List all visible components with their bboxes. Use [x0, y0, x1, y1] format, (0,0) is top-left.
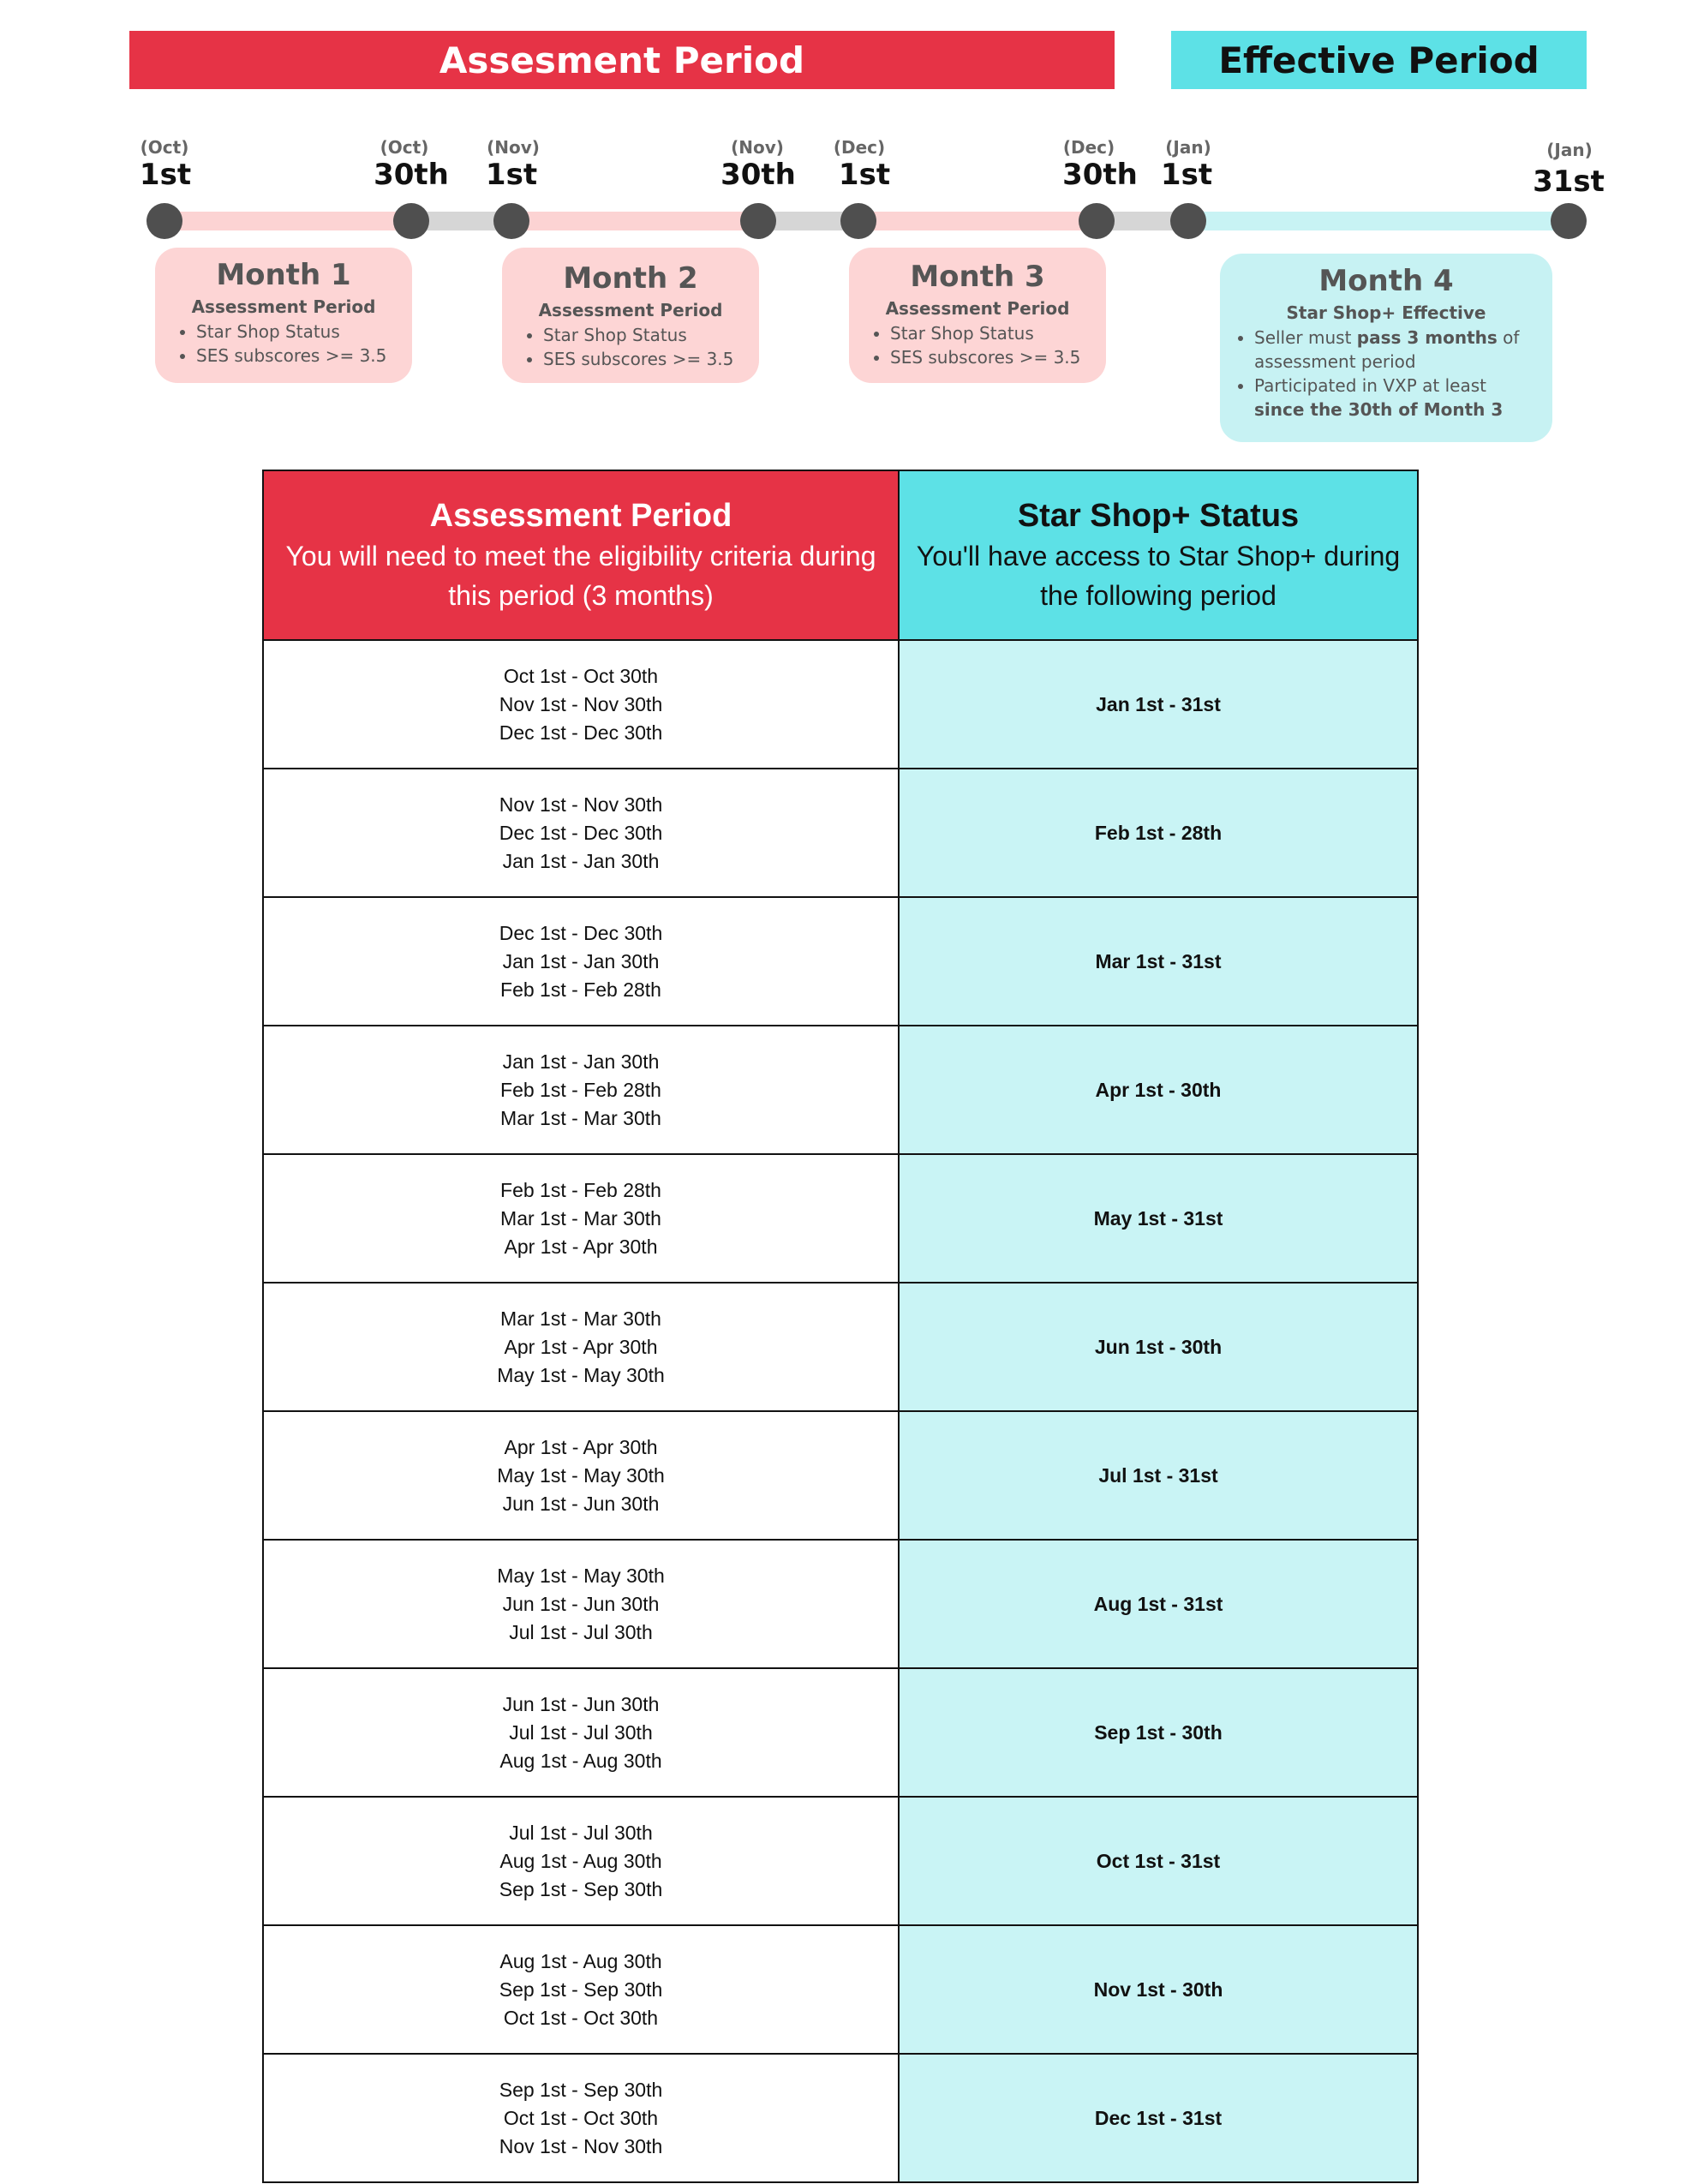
month-card-subtitle: Star Shop+ Effective: [1286, 302, 1486, 323]
header-title: Star Shop+ Status: [1017, 498, 1300, 534]
header-description: You will need to meet the eligibility criteria during this period (3 months): [285, 541, 876, 611]
timeline-day-label: 30th: [1062, 158, 1138, 192]
assessment-period-cell: Feb 1st - Feb 28th Mar 1st - Mar 30th Apr 1st - Apr 30th: [263, 1154, 899, 1283]
table-row: [263, 1668, 1418, 1797]
month-card-subtitle: Assessment Period: [191, 296, 376, 317]
timeline-dot: [1551, 203, 1587, 239]
star-shop-status-cell: Mar 1st - 31st: [899, 897, 1418, 1026]
criteria-item: • Star Shop Status: [196, 320, 397, 344]
month-card-title: Month 2: [563, 261, 698, 296]
star-shop-status-header: [899, 470, 1418, 640]
month-card-title: Month 3: [910, 260, 1045, 294]
month-4-card: [1220, 254, 1552, 442]
criteria-item: • Participated in VXP at least since the 30th of Month 3: [1254, 374, 1537, 422]
table-row: [263, 1540, 1418, 1668]
month-card-title: Month 4: [1318, 264, 1454, 298]
star-shop-status-cell: Apr 1st - 30th: [899, 1026, 1418, 1154]
star-shop-status-cell: Nov 1st - 30th: [899, 1925, 1418, 2054]
assessment-period-cell: Jul 1st - Jul 30th Aug 1st - Aug 30th Sep 1st - Sep 30th: [263, 1797, 899, 1925]
timeline-month-label: (Dec): [1062, 137, 1115, 158]
timeline-day-label: 31st: [1533, 165, 1605, 199]
assessment-period-cell: Sep 1st - Sep 30th Oct 1st - Oct 30th Nov 1st - Nov 30th: [263, 2054, 899, 2182]
month-card-title: Month 1: [216, 258, 351, 292]
header-description: You'll have access to Star Shop+ during the following period: [916, 541, 1401, 611]
assessment-period-cell: Nov 1st - Nov 30th Dec 1st - Dec 30th Jan 1st - Jan 30th: [263, 769, 899, 897]
assessment-period-header: [263, 470, 899, 640]
table-row: [263, 1797, 1418, 1925]
star-shop-status-cell: Dec 1st - 31st: [899, 2054, 1418, 2182]
month-card-criteria-list: [155, 320, 412, 368]
star-shop-status-cell: Aug 1st - 31st: [899, 1540, 1418, 1668]
assessment-period-cell: Apr 1st - Apr 30th May 1st - May 30th Jun 1st - Jun 30th: [263, 1411, 899, 1540]
assessment-period-cell: Mar 1st - Mar 30th Apr 1st - Apr 30th May 1st - May 30th: [263, 1283, 899, 1411]
table-row: [263, 769, 1418, 897]
timeline-segment-month-4: [1188, 212, 1569, 230]
effective-period-banner: Effective Period: [1171, 31, 1587, 89]
month-card-subtitle: Assessment Period: [885, 298, 1070, 319]
assessment-period-cell: Oct 1st - Oct 30th Nov 1st - Nov 30th Dec 1st - Dec 30th: [263, 640, 899, 769]
criteria-item: • Star Shop Status: [543, 323, 744, 347]
criteria-item: • SES subscores >= 3.5: [543, 347, 744, 371]
table-row: [263, 1283, 1418, 1411]
criteria-item: • Seller must pass 3 months of assessment period: [1254, 326, 1537, 374]
month-card-subtitle: Assessment Period: [538, 300, 723, 320]
star-shop-status-cell: Jun 1st - 30th: [899, 1283, 1418, 1411]
timeline-day-label: 1st: [838, 158, 891, 192]
star-shop-status-cell: Oct 1st - 31st: [899, 1797, 1418, 1925]
timeline-segment-month-2: [511, 212, 758, 230]
timeline-day-label: 1st: [1160, 158, 1213, 192]
timeline-dot: [393, 203, 429, 239]
timeline-dot: [146, 203, 182, 239]
timeline-dot: [493, 203, 529, 239]
header-title: Assessment Period: [429, 498, 732, 534]
assessment-period-cell: Jan 1st - Jan 30th Feb 1st - Feb 28th Mar 1st - Mar 30th: [263, 1026, 899, 1154]
timeline-day-label: 30th: [374, 158, 449, 192]
table-row: [263, 640, 1418, 769]
table-row: [263, 1411, 1418, 1540]
month-card-criteria-list: [502, 323, 759, 371]
criteria-item: • SES subscores >= 3.5: [196, 344, 397, 368]
star-shop-status-cell: Jan 1st - 31st: [899, 640, 1418, 769]
table-row: [263, 1154, 1418, 1283]
assessment-period-cell: Dec 1st - Dec 30th Jan 1st - Jan 30th Feb 1st - Feb 28th: [263, 897, 899, 1026]
star-shop-status-cell: Feb 1st - 28th: [899, 769, 1418, 897]
month-3-card: [849, 248, 1106, 383]
month-card-criteria-list: [1220, 326, 1552, 422]
assessment-period-cell: May 1st - May 30th Jun 1st - Jun 30th Jul 1st - Jul 30th: [263, 1540, 899, 1668]
timeline-month-label: (Jan): [1546, 140, 1593, 160]
table-row: [263, 2054, 1418, 2182]
timeline-segment-month-3: [858, 212, 1097, 230]
assessment-period-cell: Jun 1st - Jun 30th Jul 1st - Jul 30th Aug 1st - Aug 30th: [263, 1668, 899, 1797]
month-1-card: [155, 248, 412, 383]
timeline-dot: [740, 203, 776, 239]
timeline-dot: [1170, 203, 1206, 239]
timeline-month-label: (Jan): [1165, 137, 1211, 158]
timeline-day-label: 30th: [720, 158, 796, 192]
star-shop-status-cell: May 1st - 31st: [899, 1154, 1418, 1283]
timeline-day-label: 1st: [485, 158, 538, 192]
schedule-rows: [263, 640, 1418, 2182]
timeline-month-label: (Nov): [487, 137, 540, 158]
timeline-month-label: (Oct): [380, 137, 429, 158]
timeline-month-label: (Oct): [140, 137, 189, 158]
table-row: [263, 1026, 1418, 1154]
eligibility-schedule-table: [262, 470, 1419, 2183]
criteria-item: • Star Shop Status: [890, 321, 1091, 345]
timeline-dot: [840, 203, 876, 239]
assessment-period-banner: Assesment Period: [129, 31, 1115, 89]
month-card-criteria-list: [849, 321, 1106, 369]
timeline-segment-month-1: [164, 212, 411, 230]
criteria-item: • SES subscores >= 3.5: [890, 345, 1091, 369]
star-shop-status-cell: Sep 1st - 30th: [899, 1668, 1418, 1797]
star-shop-status-cell: Jul 1st - 31st: [899, 1411, 1418, 1540]
timeline-day-label: 1st: [139, 158, 192, 192]
timeline-month-label: (Nov): [731, 137, 784, 158]
table-row: [263, 897, 1418, 1026]
timeline-dot: [1079, 203, 1115, 239]
timeline-month-label: (Dec): [833, 137, 886, 158]
assessment-period-cell: Aug 1st - Aug 30th Sep 1st - Sep 30th Oct 1st - Oct 30th: [263, 1925, 899, 2054]
month-2-card: [502, 248, 759, 383]
table-row: [263, 1925, 1418, 2054]
